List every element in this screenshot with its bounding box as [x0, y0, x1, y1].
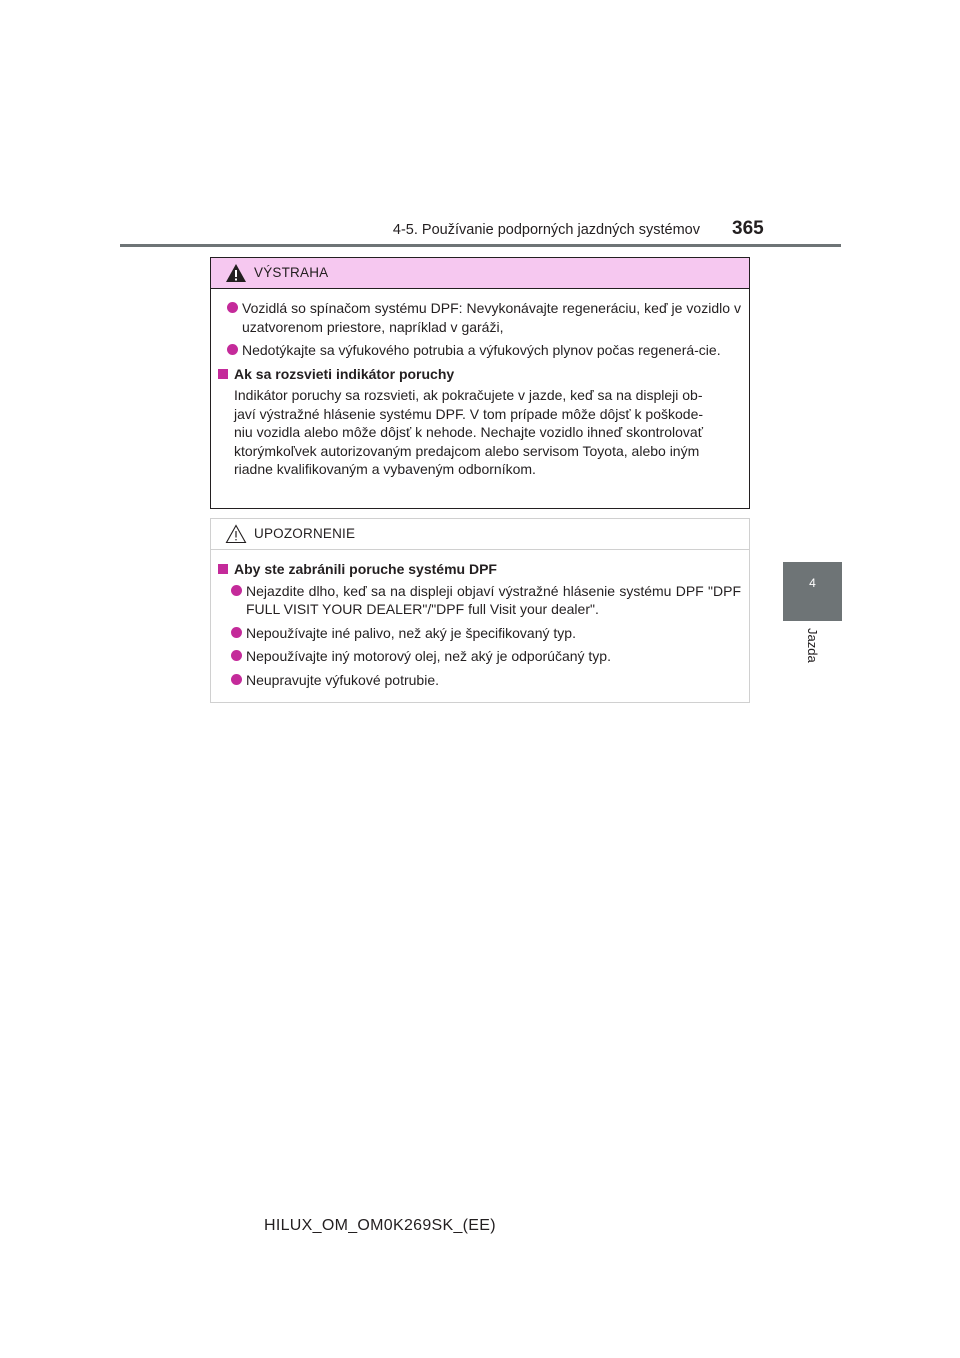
warning-content — [211, 289, 749, 479]
caution-content — [211, 550, 749, 689]
caution-bullet-item — [215, 582, 741, 619]
warning-bullet-text: Nedotýkajte sa výfukového potrubia a výfukových plynov počas regenerá-cie. — [242, 342, 721, 358]
caution-subheading-text: Aby ste zabránili poruche systému DPF — [234, 561, 497, 577]
caution-bullet-text: Neupravujte výfukové potrubie. — [246, 671, 439, 688]
caution-bullet-item — [215, 671, 741, 690]
document-code: HILUX_OM_OM0K269SK_(EE) — [264, 1217, 496, 1234]
warning-subheading — [215, 365, 741, 384]
paragraph-line: Indikátor poruchy sa rozsvieti, ak pokračujete v jazde, keď sa na displeji ob- — [234, 387, 703, 403]
bullet-dot-icon — [231, 650, 242, 661]
section-title: 4-5. Používanie podporných jazdných systémov — [392, 222, 700, 238]
chapter-label-text: Jazda — [805, 628, 820, 663]
bullet-dot-icon — [227, 302, 238, 313]
caution-bullet-text: Nepoužívajte iný motorový olej, než aký je odporúčaný typ. — [246, 648, 611, 664]
caution-subheading — [215, 560, 741, 579]
warning-box — [210, 257, 750, 509]
paragraph-line: javí výstražné hlásenie systému DPF. V tom prípade môže dôjsť k poškode- — [234, 405, 704, 422]
bullet-dot-icon — [231, 585, 242, 596]
caution-box — [210, 518, 750, 703]
paragraph-line: niu vozidla alebo môže dôjsť k nehode. Nechajte vozidlo ihneď skontrolovať — [234, 424, 703, 440]
bullet-dot-icon — [227, 344, 238, 355]
bullet-dot-icon — [231, 627, 242, 638]
warning-bullet-text: Vozidlá so spínačom systému DPF: Nevykonávajte regeneráciu, keď je vozidlo v uzatvorenom priestore, napríklad v garáži, — [242, 300, 741, 335]
caution-bullet-item — [215, 647, 741, 666]
header-rule — [120, 244, 841, 247]
chapter-label — [804, 628, 822, 678]
caution-bullet-item — [215, 624, 741, 643]
warning-header — [211, 258, 749, 289]
chapter-number: 4 — [809, 576, 816, 590]
warning-label: VÝSTRAHA — [254, 265, 329, 280]
caution-label: UPOZORNENIE — [254, 526, 356, 541]
warning-paragraph — [215, 386, 741, 479]
caution-header — [211, 519, 749, 550]
warning-subheading-text: Ak sa rozsvieti indikátor poruchy — [234, 365, 455, 382]
warning-bullet-item — [215, 299, 741, 336]
page-number: 365 — [732, 218, 764, 239]
caution-bullet-text: Nepoužívajte iné palivo, než aký je špecifikovaný typ. — [246, 624, 576, 641]
warning-bullet-item — [215, 341, 741, 360]
paragraph-line: riadne kvalifikovaným a vybaveným odborníkom. — [234, 461, 536, 477]
caution-triangle-icon — [225, 524, 247, 544]
square-bullet-icon — [218, 564, 228, 574]
paragraph-line: ktorýmkoľvek autorizovaným predajcom alebo servisom Toyota, alebo iným — [234, 442, 700, 459]
square-bullet-icon — [218, 369, 228, 379]
warning-triangle-icon — [225, 263, 247, 283]
bullet-dot-icon — [231, 674, 242, 685]
chapter-tab[interactable] — [783, 562, 842, 621]
caution-bullet-text: Nejazdite dlho, keď sa na displeji objaví výstražné hlásenie systému DPF "DPF FULL VISIT YOUR DEALER"/"DPF full Visit your dealer". — [246, 582, 741, 617]
